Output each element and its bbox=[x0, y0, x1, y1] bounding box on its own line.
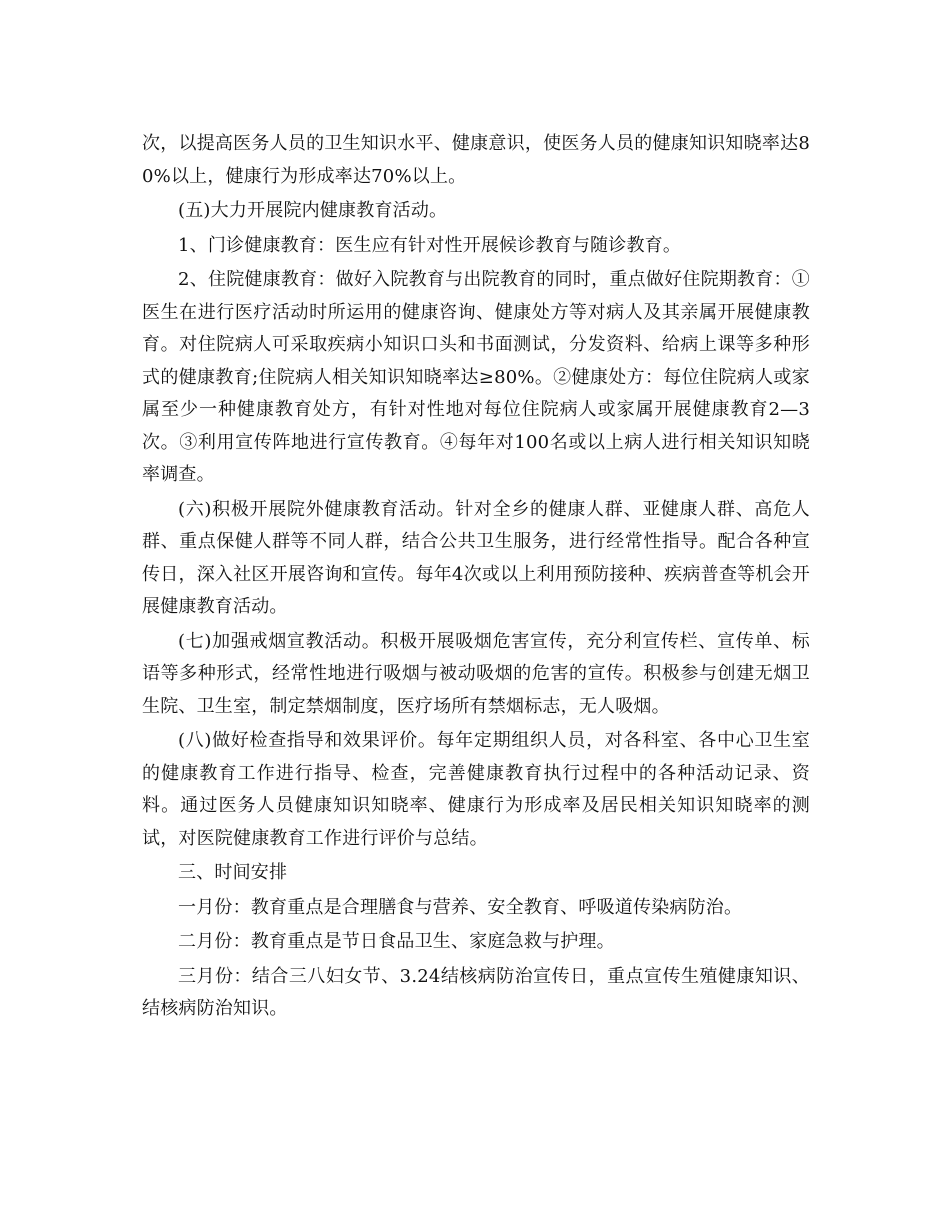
document-body bbox=[142, 128, 810, 1028]
section-heading-6: (六)积极开展院外健康教育活动。针对全乡的健康人群、亚健康人群、高危人群、重点保健人群等不同人群，结合公共卫生服务，进行经常性指导。配合各种宣传日，深入社区开展咨询和宣传。每年4次或以上利用预防接种、疾病普查等机会开展健康教育活动。 bbox=[142, 498, 810, 617]
paragraph-outpatient-education: 1、门诊健康教育：医生应有针对性开展候诊教育与随诊教育。 bbox=[178, 234, 682, 256]
paragraph-continuation: 次，以提高医务人员的卫生知识水平、健康意识，使医务人员的健康知识知晓率达80%以上，健康行为形成率达70%以上。 bbox=[142, 133, 810, 187]
schedule-march: 三月份：结合三八妇女节、3.24结核病防治宣传日，重点宣传生殖健康知识、结核病防治知识。 bbox=[142, 965, 810, 1019]
section-heading-7: (七)加强戒烟宣教活动。积极开展吸烟危害宣传，充分利宣传栏、宣传单、标语等多种形式，经常性地进行吸烟与被动吸烟的危害的宣传。积极参与创建无烟卫生院、卫生室，制定禁烟制度，医疗场所有禁烟标志，无人吸烟。 bbox=[142, 630, 810, 717]
section-heading-5: (五)大力开展院内健康教育活动。 bbox=[178, 200, 448, 221]
section-heading-schedule: 三、时间安排 bbox=[178, 862, 288, 883]
schedule-january: 一月份：教育重点是合理膳食与营养、安全教育、呼吸道传染病防治。 bbox=[178, 896, 743, 918]
schedule-february: 二月份：教育重点是节日食品卫生、家庭急救与护理。 bbox=[178, 931, 615, 952]
paragraph-inpatient-education: 2、住院健康教育：做好入院教育与出院教育的同时，重点做好住院期教育：①医生在进行医疗活动时所运用的健康咨询、健康处方等对病人及其亲属开展健康教育。对住院病人可采取疾病小知识口头和书面测试，分发资料、给病上课等多种形式的健康教育;住院病人相关知识知晓率达≥80%。②健康处方：每位住院病人或家属至少一种健康教育处方，有针对性地对每位住院病人或家属开展健康教育2—3次。③利用宣传阵地进行宣传教育。④每年对100名或以上病人进行相关知识知晓率调查。 bbox=[142, 269, 810, 485]
section-heading-8: (八)做好检查指导和效果评价。每年定期组织人员，对各科室、各中心卫生室的健康教育工作进行指导、检查，完善健康教育执行过程中的各种活动记录、资料。通过医务人员健康知识知晓率、健康行为形成率及居民相关知识知晓率的测试，对医院健康教育工作进行评价与总结。 bbox=[142, 730, 810, 849]
